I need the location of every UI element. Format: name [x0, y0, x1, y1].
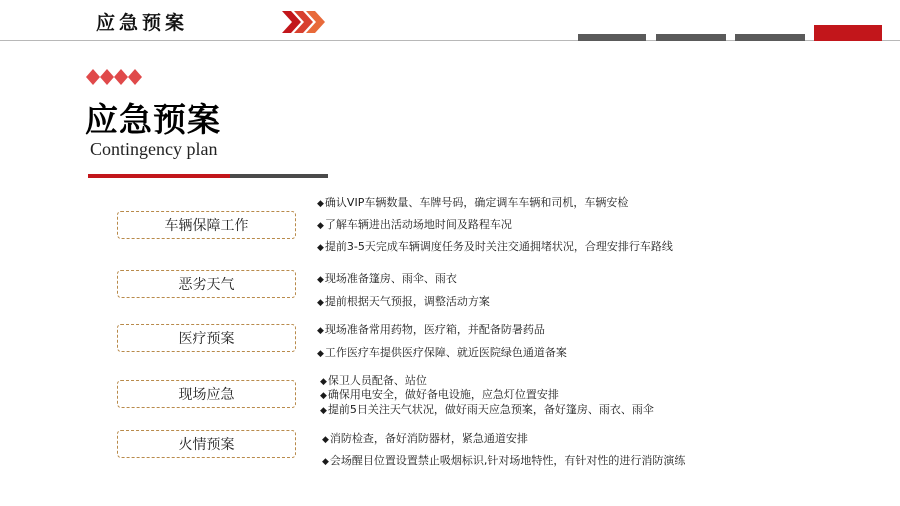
list-item: ◆工作医疗车提供医疗保障、就近医院绿色通道备案 [317, 346, 567, 359]
list-item: ◆会场醒目位置设置禁止吸烟标识,针对场地特性，有针对性的进行消防演练 [322, 454, 686, 467]
nav-tab-active[interactable] [814, 25, 882, 41]
diamond-bullet-icon: ◆ [322, 457, 329, 467]
diamond-bullet-icon: ◆ [320, 406, 327, 416]
title-underline-accent [88, 174, 230, 178]
diamond-bullet-icon: ◆ [317, 199, 324, 209]
diamond-bullet-icon: ◆ [317, 243, 324, 253]
nav-tab-1[interactable] [578, 34, 646, 41]
diamond-bullet-icon: ◆ [317, 298, 324, 308]
title-underline [230, 174, 328, 178]
list-item: ◆确认VIP车辆数量、车牌号码，确定调车车辆和司机，车辆安检 [317, 196, 629, 209]
list-item: ◆了解车辆进出活动场地时间及路程车况 [317, 218, 512, 231]
category-weather: 恶劣天气 [117, 270, 296, 298]
diamond-row-icon [86, 69, 146, 85]
list-item: ◆提前根据天气预报，调整活动方案 [317, 295, 490, 308]
diamond-bullet-icon: ◆ [317, 221, 324, 231]
page-subtitle: Contingency plan [90, 139, 218, 159]
category-fire: 火情预案 [117, 430, 296, 458]
diamond-bullet-icon: ◆ [320, 377, 327, 387]
category-onsite: 现场应急 [117, 380, 296, 408]
diamond-bullet-icon: ◆ [317, 326, 324, 336]
category-medical: 医疗预案 [117, 324, 296, 352]
category-vehicle: 车辆保障工作 [117, 211, 296, 239]
diamond-bullet-icon: ◆ [322, 435, 329, 445]
list-item: ◆现场准备篷房、雨伞、雨衣 [317, 272, 457, 285]
double-chevron-right-icon [282, 11, 326, 33]
page-title: 应急预案 [85, 100, 221, 139]
nav-tab-3[interactable] [735, 34, 805, 41]
nav-tab-2[interactable] [656, 34, 726, 41]
list-item: ◆保卫人员配备、站位 [320, 374, 427, 387]
header-title: 应急预案 [96, 12, 189, 34]
diamond-bullet-icon: ◆ [320, 391, 327, 401]
list-item: ◆确保用电安全，做好备电设施，应急灯位置安排 [320, 388, 559, 401]
list-item: ◆消防检查，备好消防器材，紧急通道安排 [322, 432, 528, 445]
list-item: ◆提前5日关注天气状况，做好雨天应急预案，备好篷房、雨衣、雨伞 [320, 403, 654, 416]
diamond-bullet-icon: ◆ [317, 275, 324, 285]
list-item: ◆现场准备常用药物，医疗箱，并配备防暑药品 [317, 323, 545, 336]
diamond-bullet-icon: ◆ [317, 349, 324, 359]
list-item: ◆提前3-5天完成车辆调度任务及时关注交通拥堵状况，合理安排行车路线 [317, 240, 673, 253]
